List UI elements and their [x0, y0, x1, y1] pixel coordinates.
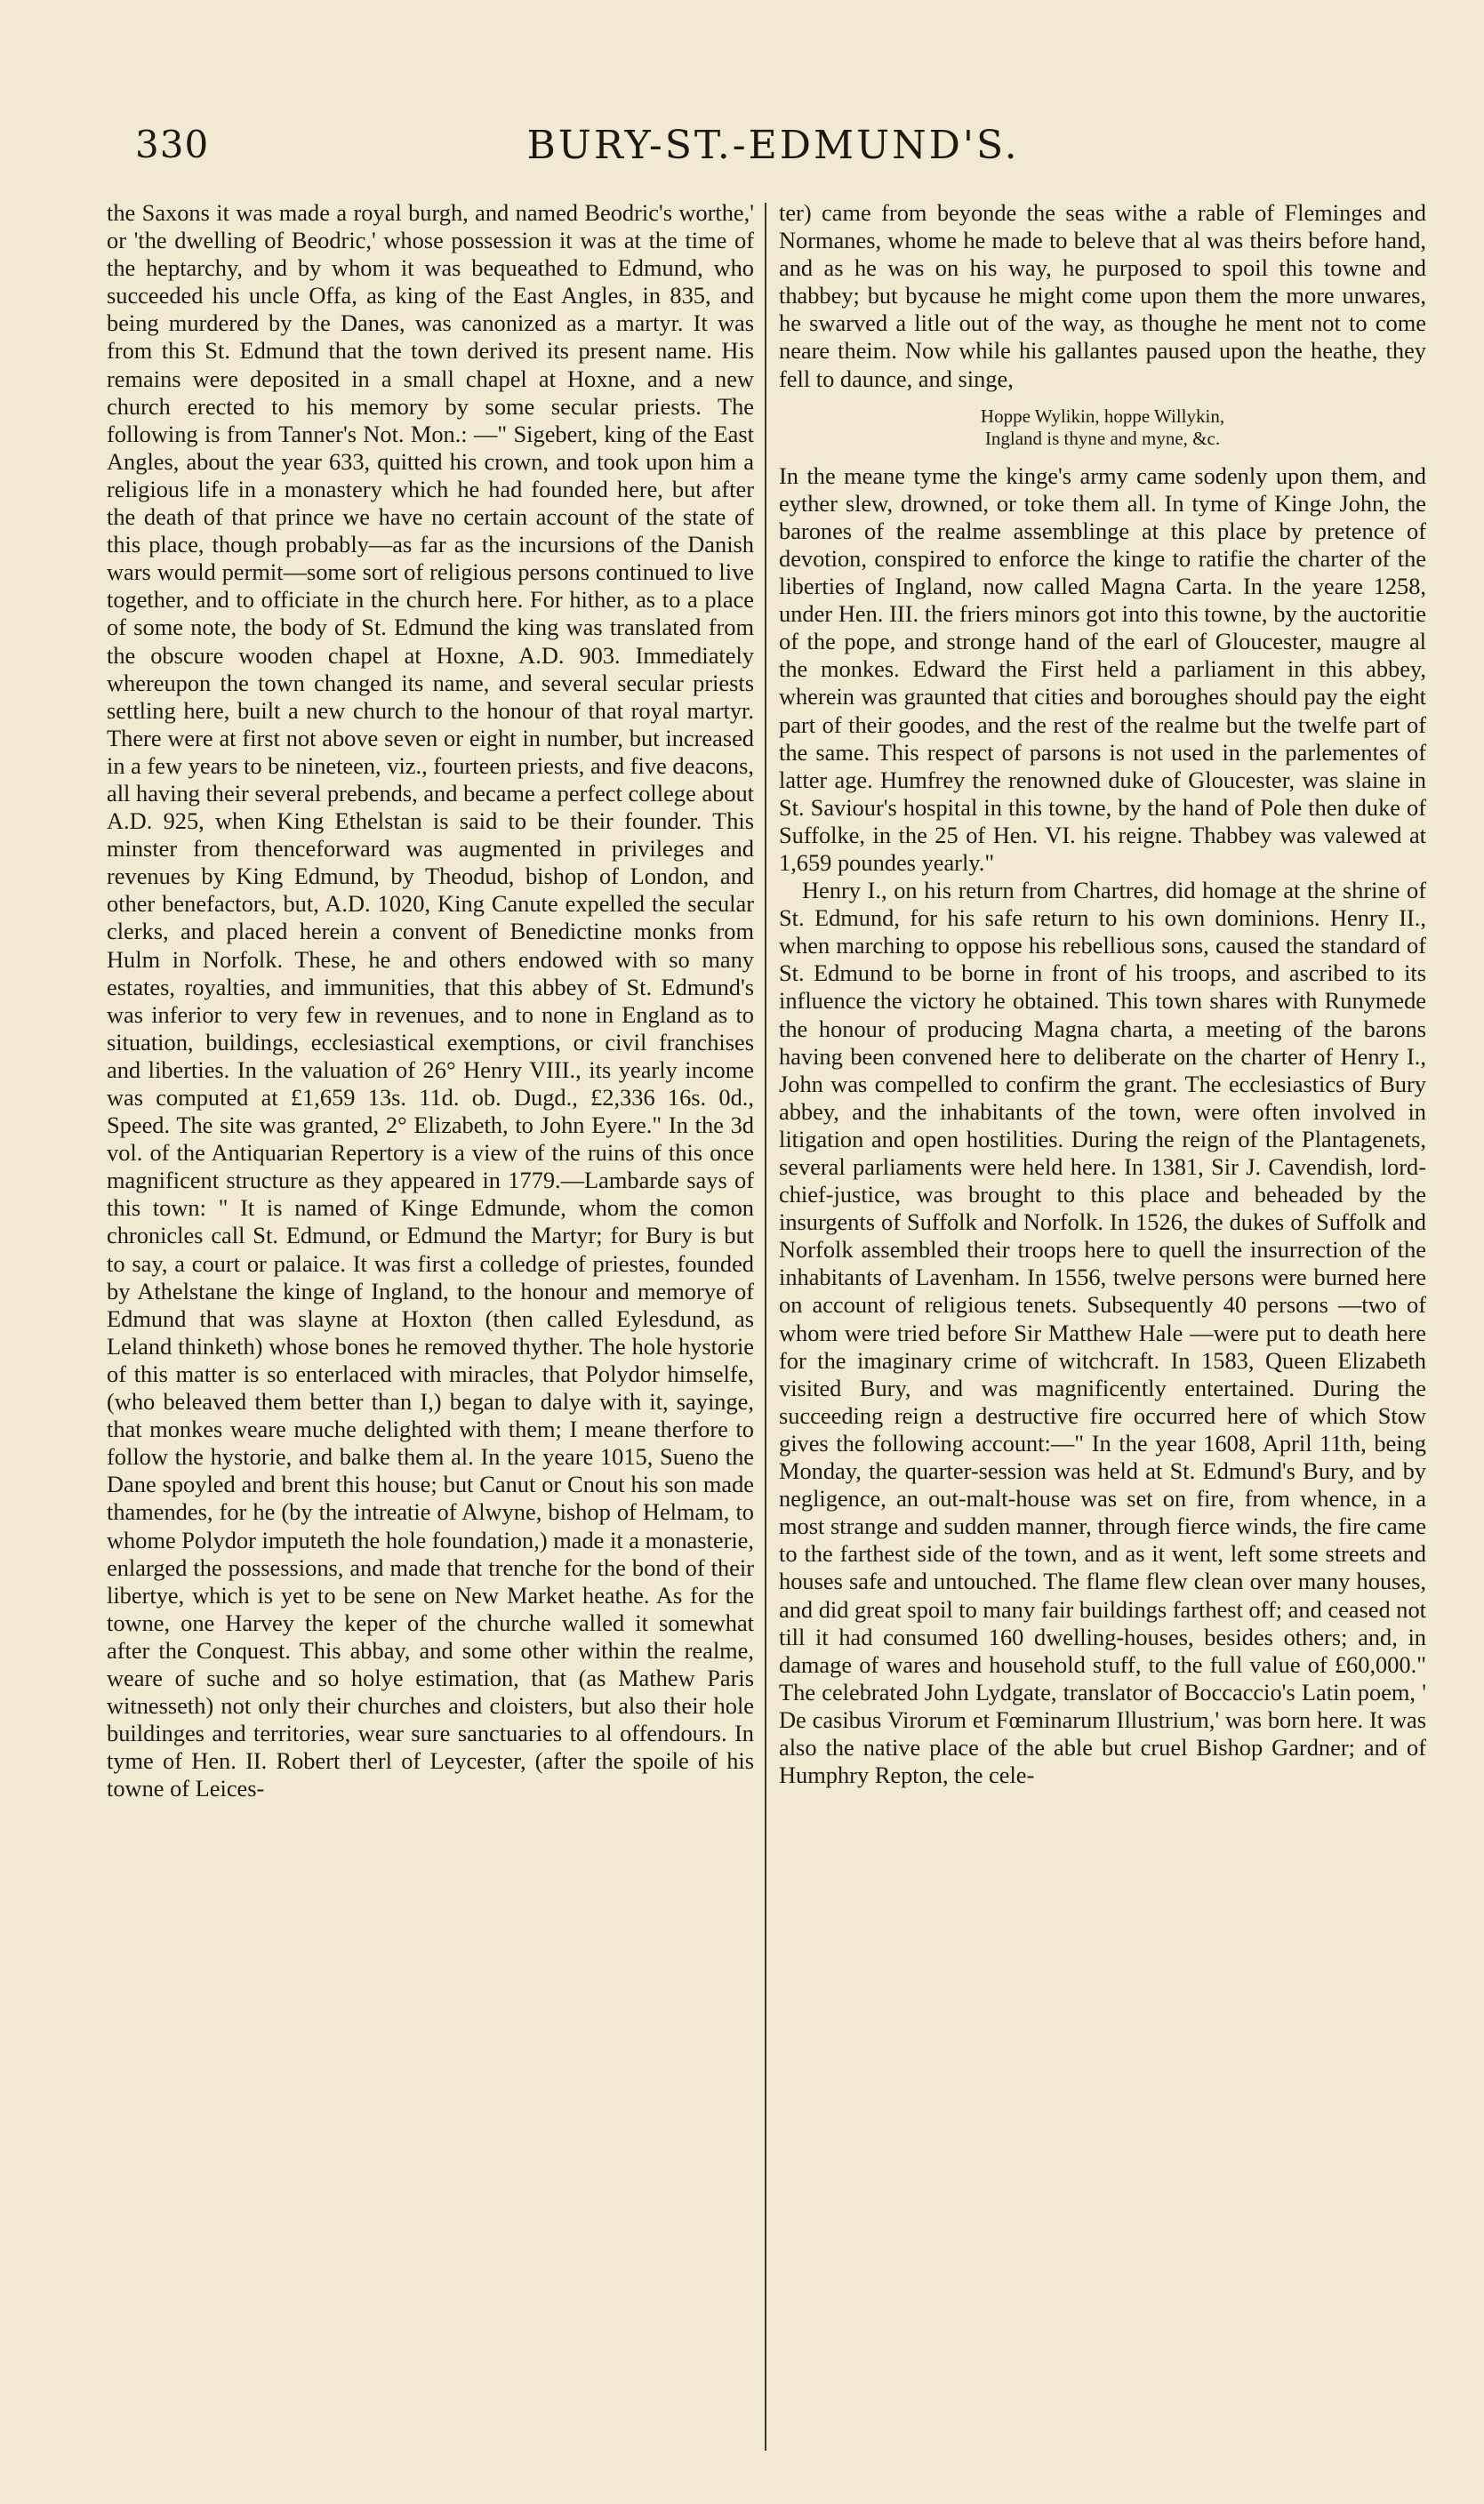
left-column: [107, 199, 754, 1802]
right-paragraph-1: ter) came from beyonde the seas withe a rable of Fleminges and Normanes, whome he made to beleve that al was theirs before hand, and as he was on his way, he purposed to spoil this towne and thabbey; but bycause he might come upon them the more unwares, he swarved a litle out of the way, as thoughe he ment not to come neare theim. Now while his gallantes paused upon the heathe, they fell to daunce, and singe,: [779, 199, 1426, 392]
right-paragraph-2: In the meane tyme the kinge's army came sodenly upon them, and eyther slew, drowned, or toke them all. In tyme of Kinge John, the barones of the realme assemblinge at this place by pretence of devotion, conspired to enforce the kinge to ratifie the charter of the liberties of Ingland, now called Magna Carta. In the yeare 1258, under Hen. III. the friers minors got into this towne, by the auctoritie of the pope, and stronge hand of the earl of Gloucester, maugre al the monkes. Edward the First held a parliament in this abbey, wherein was graunted that cities and boroughes should pay the eight part of their goodes, and the rest of the realme but the twelfe part of the same. This respect of parsons is not used in the parlementes of latter age. Humfrey the renowned duke of Gloucester, was slaine in St. Saviour's hospital in this towne, by the hand of Pole then duke of Suffolke, in the 25 of Hen. VI. his reigne. Thabbey was valewed at 1,659 poundes yearly.": [779, 461, 1426, 876]
right-paragraph-3: Henry I., on his return from Chartres, did homage at the shrine of St. Edmund, for his safe return to his own dominions. Henry II., when marching to oppose his rebellious sons, caused the standard of St. Edmund to be borne in front of his troops, and ascribed to its influence the victory he obtained. This town shares with Runymede the honour of producing Magna charta, a meeting of the barons having been convened here to deliberate on the charter of Henry I., John was compelled to confirm the grant. The ecclesiastics of Bury abbey, and the inhabitants of the town, were often involved in litigation and open hostilities. During the reign of the Plantagenets, several parliaments were held here. In 1381, Sir J. Cavendish, lord-chief-justice, was brought to this place and beheaded by the insurgents of Suffolk and Norfolk. In 1526, the dukes of Suffolk and Norfolk assembled their troops here to quell the insurrection of the inhabitants of Lavenham. In 1556, twelve persons were burned here on account of religious tenets. Subsequently 40 persons —two of whom were tried before Sir Matthew Hale —were put to death here for the imaginary crime of witchcraft. In 1583, Queen Elizabeth visited Bury, and was magnificently entertained. During the succeeding reign a destructive fire occurred here of which Stow gives the following account:—" In the year 1608, April 11th, being Monday, the quarter-session was held at St. Edmund's Bury, and by negligence, an out-malt-house was set on fire, from whence, in a most strange and sudden manner, through fierce winds, the fire came to the farthest side of the town, and as it went, left some streets and houses safe and untouched. The flame flew clean over many houses, and did great spoil to many fair buildings farthest off; and ceased not till it had consumed 160 dwelling-houses, besides others; and, in damage of wares and household stuff, to the full value of £60,000." The celebrated John Lydgate, translator of Boccaccio's Latin poem, ' De casibus Virorum et Fœminarum Illustrium,' was born here. It was also the native place of the able but cruel Bishop Gardner; and of Humphry Repton, the cele-: [779, 877, 1426, 1789]
right-column: [779, 199, 1426, 1789]
page-number: 330: [135, 123, 210, 166]
column-divider: [765, 203, 766, 2451]
verse-line-2: Ingland is thyne and myne, &c.: [984, 427, 1221, 449]
running-title: BURY-ST.-EDMUND'S.: [526, 123, 1020, 168]
left-paragraph: the Saxons it was made a royal burgh, and named Beodric's worthe,' or 'the dwelling of Beodric,' whose possession it was at the time of the heptarchy, and by whom it was bequeathed to Edmund, who succeeded his uncle Offa, as king of the East Angles, in 835, and being murdered by the Danes, was canonized as a martyr. It was from this St. Edmund that the town derived its present name. His remains were deposited in a small chapel at Hoxne, and a new church erected to his memory by some secular priests. The following is from Tanner's Not. Mon.: —" Sigebert, king of the East Angles, about the year 633, quitted his crown, and took upon him a religious life in a monastery which he had founded here, but after the death of that prince we have no certain account of the state of this place, though probably—as far as the incursions of the Danish wars would permit—some sort of religious persons continued to live together, and to officiate in the church here. For hither, as to a place of some note, the body of St. Edmund the king was translated from the obscure wooden chapel at Hoxne, A.D. 903. Immediately whereupon the town changed its name, and several secular priests settling here, built a new church to the honour of that royal martyr. There were at first not above seven or eight in number, but increased in a few years to be nineteen, viz., fourteen priests, and five deacons, all having their several prebends, and became a perfect college about A.D. 925, when King Ethelstan is said to be their founder. This minster from thenceforward was augmented in privileges and revenues by King Edmund, by Theodud, bishop of London, and other benefactors, but, A.D. 1020, King Canute expelled the secular clerks, and placed herein a convent of Benedictine monks from Hulm in Norfolk. These, he and others endowed with so many estates, royalties, and immunities, that this abbey of St. Edmund's was inferior to very few in revenues, and to none in England as to situation, buildings, ecclesiastical exemptions, or civil franchises and liberties. In the valuation of 26° Henry VIII., its yearly income was computed at £1,659 13s. 11d. ob. Dugd., £2,336 16s. 0d., Speed. The site was granted, 2° Elizabeth, to John Eyere." In the 3d vol. of the Antiquarian Repertory is a view of the ruins of this once magnificent structure as they appeared in 1779.—Lambarde says of this town: " It is named of Kinge Edmunde, whom the comon chronicles call St. Edmund, or Edmund the Martyr; for Bury is but to say, a court or palaice. It was first a colledge of priestes, founded by Athelstane the kinge of Ingland, to the honour and memorye of Edmund that was slayne at Hoxton (then called Eylesdund, as Leland thinketh) whose bones he removed thyther. The hole hystorie of this matter is so enterlaced with miracles, that Polydor himselfe, (who beleaved them better than I,) began to dalye with it, sayinge, that monkes weare muche delighted with them; I meane therfore to follow the hystorie, and balke them al. In the yeare 1015, Sueno the Dane spoyled and brent this house; but Canut or Cnout his son made thamendes, for he (by the intreatie of Alwyne, bishop of Helmam, to whome Polydor imputeth the hole foundation,) made it a monasterie, enlarged the possessions, and made that trenche for the bond of their libertye, which is yet to be sene on New Market heathe. As for the towne, one Harvey the keper of the churche walled it somewhat after the Conquest. This abbay, and some other within the realme, weare of suche and so holye estimation, that (as Mathew Paris witnesseth) not only their churches and cloisters, but also their hole buildinges and territories, wear sure sanctuaries to al offendours. In tyme of Hen. II. Robert therl of Leycester, (after the spoile of his towne of Leices-: [107, 199, 754, 1802]
verse-line-1: Hoppe Wylikin, hoppe Willykin,: [980, 405, 1225, 427]
verse-quote: [779, 405, 1426, 450]
